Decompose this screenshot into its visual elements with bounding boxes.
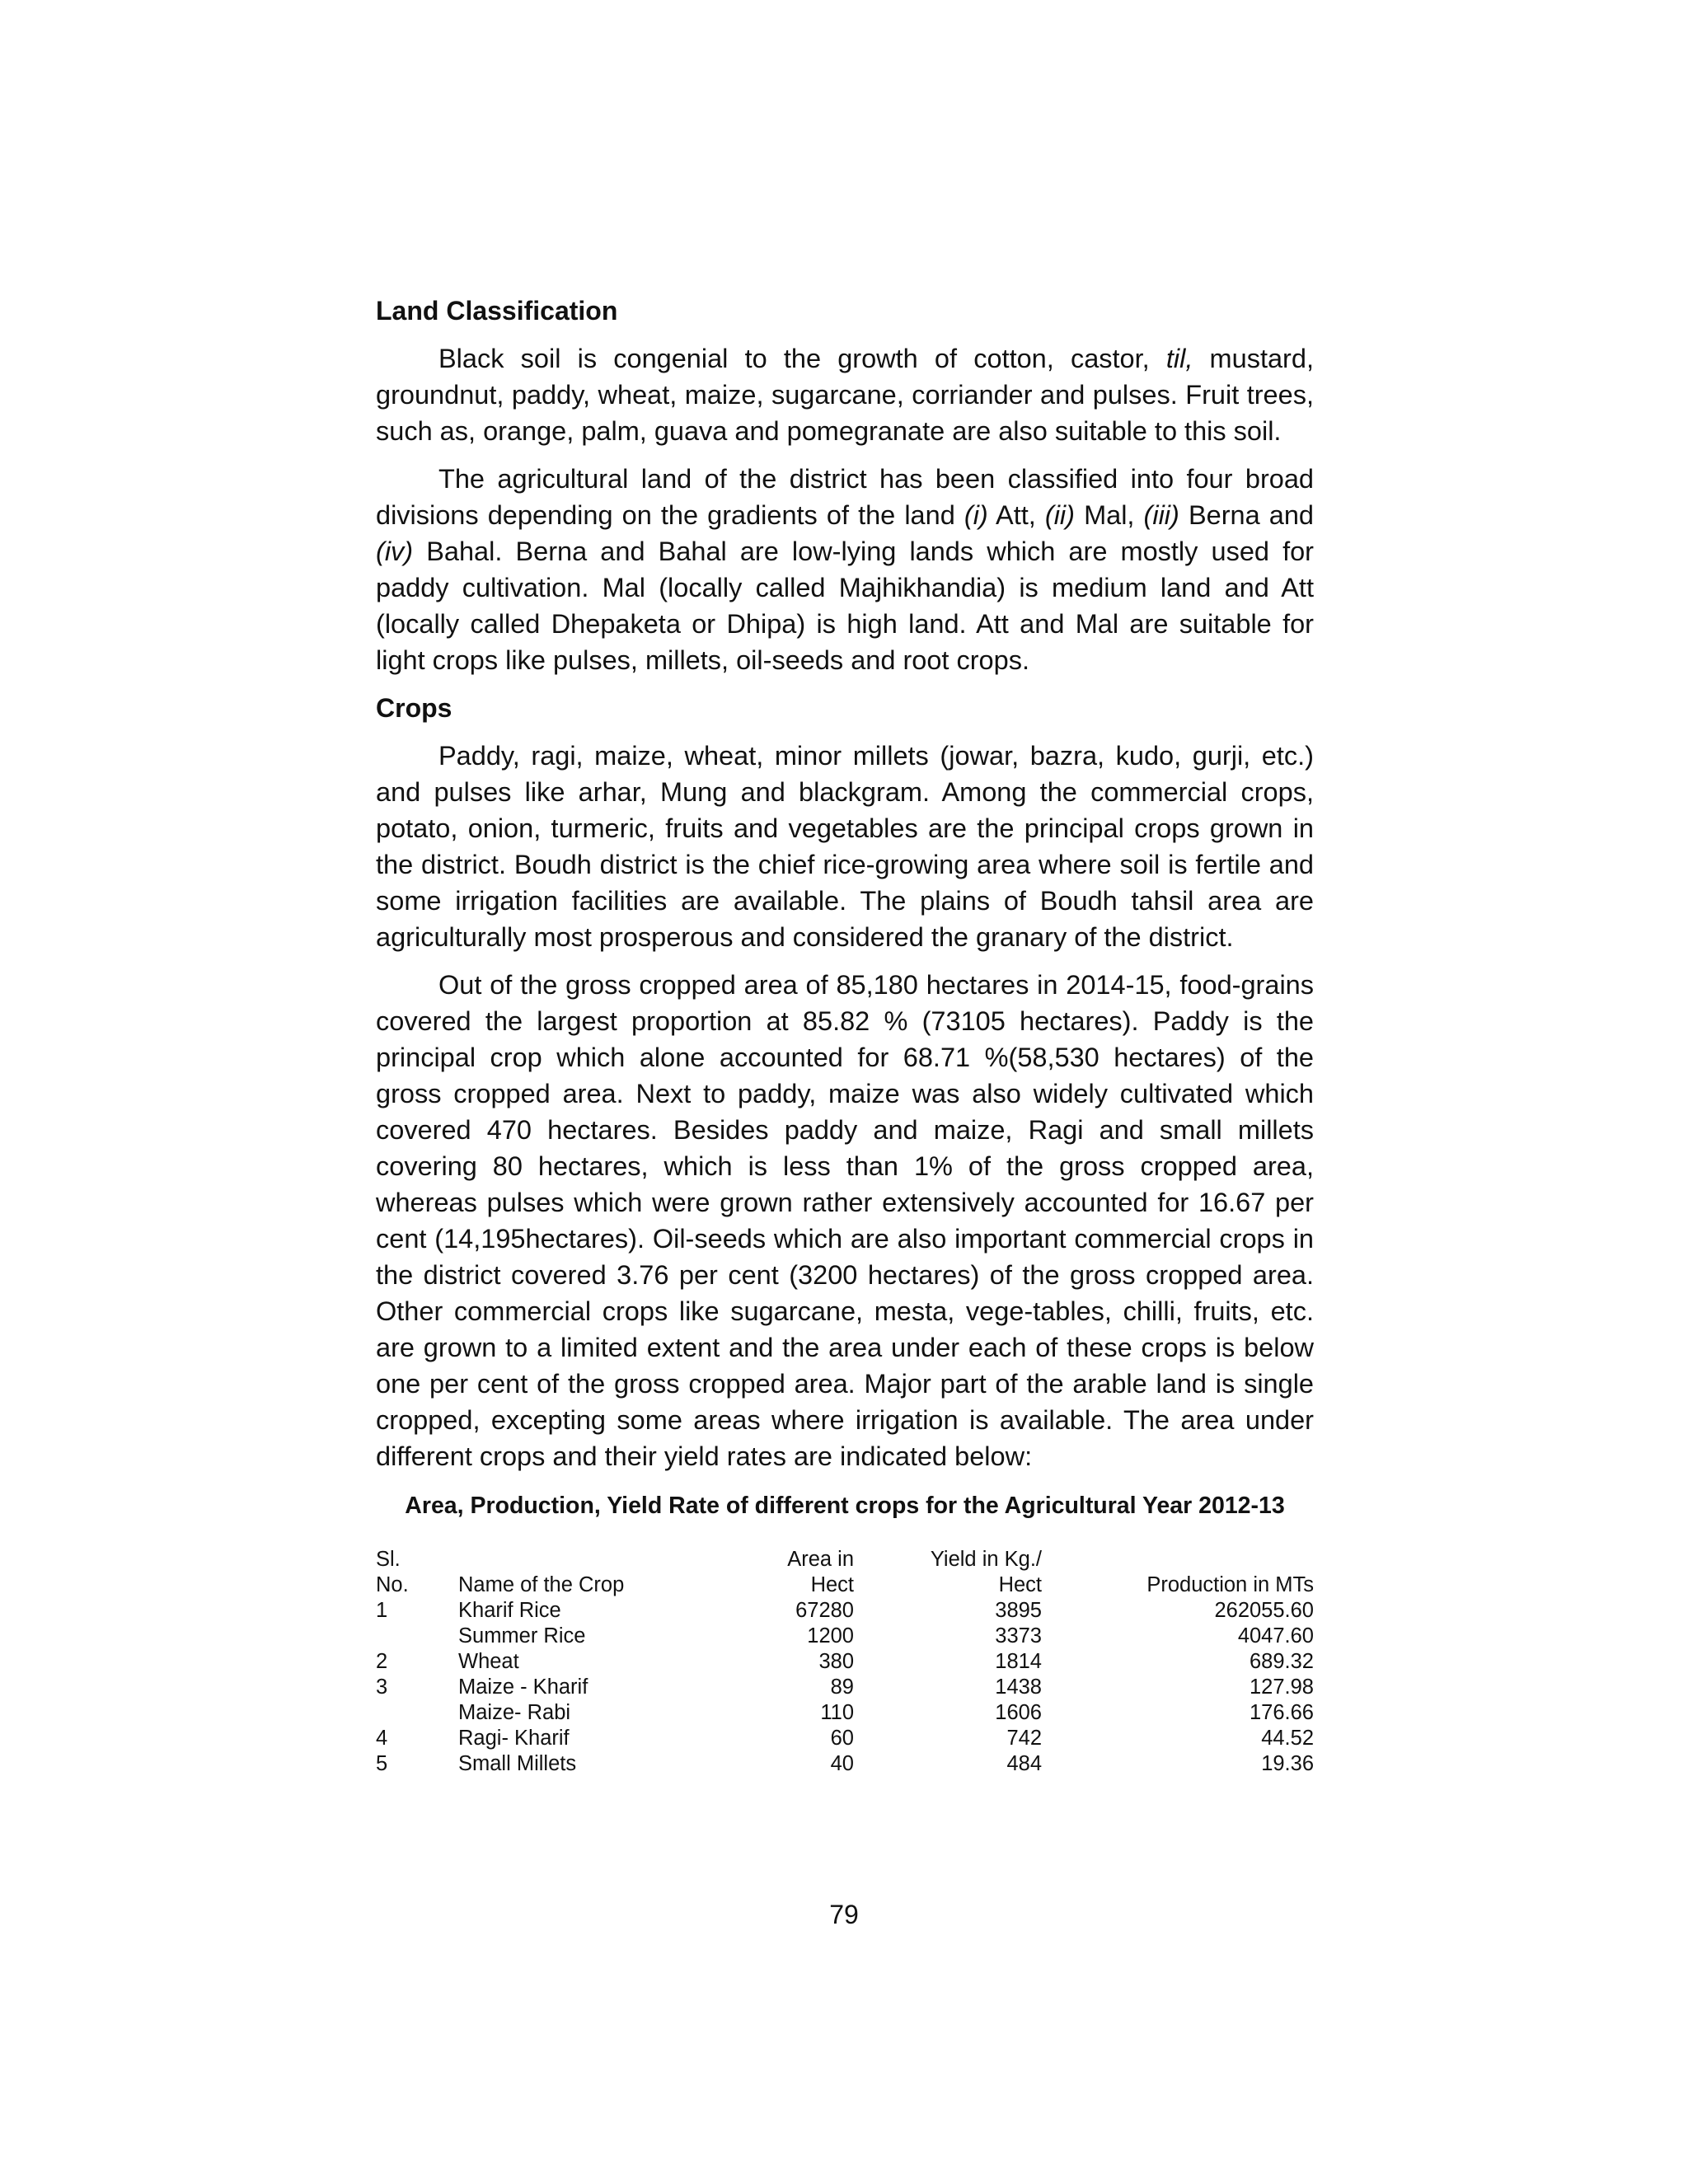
text-run: mustard, groundnut, paddy, wheat, maize, sugarcane, corriander and pulses. Fruit trees, such as, orange, palm, guava and pomegranate are also suitable to this soil. <box>376 344 1314 446</box>
header-yield: Yield in Kg./ <box>930 1548 1042 1571</box>
italic-text: (i) <box>964 500 988 530</box>
cell-production: 262055.60 <box>1214 1599 1314 1622</box>
cell-crop-name: Small Millets <box>458 1752 577 1775</box>
header-sl: Sl. <box>376 1548 401 1571</box>
crop-yield-table <box>376 1547 1314 1777</box>
paragraph-land-divisions <box>376 461 1314 678</box>
section-heading-crops: Crops <box>376 693 452 723</box>
cell-crop-name: Maize- Rabi <box>458 1701 571 1724</box>
cell-production: 44.52 <box>1261 1727 1314 1750</box>
table-row <box>376 1624 1314 1649</box>
text-run: Black soil is congenial to the growth of cotton, castor, <box>438 344 1166 373</box>
paragraph-gross-cropped-area: Out of the gross cropped area of 85,180 hectares in 2014-15, food-grains covered the largest proportion at 85.82 % (73105 hectares). Paddy is the principal crop which alone accounted for 68.71 %(58,530 hectares) of the gross cropped area. Next to paddy, maize was also widely cultivated which covered 470 hectares. Besides paddy and maize, Ragi and small millets covering 80 hectares, which is less than 1% of the gross cropped area, whereas pulses which were grown rather extensively accounted for 16.67 per cent (14,195hectares). Oil-seeds which are also important commercial crops in the district covered 3.76 per cent (3200 hectares) of the gross cropped area. Other commercial crops like sugarcane, mesta, vege-tables, chilli, fruits, etc. are grown to a limited extent and the area under each of these crops is below one per cent of the gross cropped area. Major part of the arable land is single cropped, excepting some areas where irrigation is available. The area under different crops and their yield rates are indicated below: <box>376 970 1314 1471</box>
cell-crop-name: Kharif Rice <box>458 1599 561 1622</box>
text-run: Mal, <box>1074 500 1144 530</box>
table-header-row <box>376 1572 1314 1598</box>
cell-yield: 3373 <box>995 1624 1042 1647</box>
table-row <box>376 1726 1314 1751</box>
header-empty <box>458 1547 730 1572</box>
header-area-unit: Hect <box>810 1573 854 1596</box>
header-production: Production in MTs <box>1146 1573 1314 1596</box>
section-heading-land-classification: Land Classification <box>376 296 618 326</box>
table-title: Area, Production, Yield Rate of different crops for the Agricultural Year 2012-13 <box>405 1493 1285 1519</box>
text-run: Att, <box>987 500 1045 530</box>
cell-crop-name: Wheat <box>458 1650 519 1673</box>
header-area: Area in <box>787 1548 854 1571</box>
cell-production: 176.66 <box>1250 1701 1314 1724</box>
text-run: Berna and <box>1179 500 1314 530</box>
table-row <box>376 1675 1314 1700</box>
cell-yield: 1438 <box>995 1675 1042 1699</box>
paragraph-crops-overview: Paddy, ragi, maize, wheat, minor millets (jowar, bazra, kudo, gurji, etc.) and pulses like arhar, Mung and blackgram. Among the commercial crops, potato, onion, turmeric, fruits and vegetables are the principal crops grown in the district. Boudh district is the chief rice-growing area where soil is fertile and some irrigation facilities are available. The plains of Boudh tahsil area are agriculturally most prosperous and considered the granary of the district. <box>376 741 1314 952</box>
cell-yield: 484 <box>1006 1752 1042 1775</box>
cell-production: 127.98 <box>1250 1675 1314 1699</box>
cell-yield: 1814 <box>995 1650 1042 1673</box>
table-row <box>376 1598 1314 1624</box>
cell-area: 1200 <box>807 1624 854 1647</box>
cell-production: 689.32 <box>1250 1650 1314 1673</box>
cell-yield: 742 <box>1006 1727 1042 1750</box>
cell-sl: 3 <box>376 1675 388 1699</box>
document-page <box>376 293 1314 1777</box>
cell-sl <box>376 1700 458 1726</box>
cell-production: 19.36 <box>1261 1752 1314 1775</box>
cell-area: 40 <box>830 1752 854 1775</box>
text-run: The agricultural land of the district has been classified into four broad divisions depending on the gradients of the land <box>376 464 1314 530</box>
header-yield-unit: Hect <box>998 1573 1042 1596</box>
header-empty <box>1042 1547 1314 1572</box>
cell-sl: 1 <box>376 1599 388 1622</box>
table-row <box>376 1700 1314 1726</box>
cell-sl <box>376 1624 458 1649</box>
italic-text: (iii) <box>1143 500 1179 530</box>
cell-yield: 1606 <box>995 1701 1042 1724</box>
header-no: No. <box>376 1573 409 1596</box>
cell-production: 4047.60 <box>1237 1624 1314 1647</box>
table-row <box>376 1751 1314 1777</box>
cell-area: 89 <box>830 1675 854 1699</box>
cell-area: 380 <box>818 1650 854 1673</box>
italic-text: (ii) <box>1044 500 1075 530</box>
header-crop-name: Name of the Crop <box>458 1573 625 1596</box>
cell-crop-name: Ragi- Kharif <box>458 1727 570 1750</box>
cell-sl: 4 <box>376 1727 388 1750</box>
cell-sl: 2 <box>376 1650 388 1673</box>
paragraph-black-soil <box>376 340 1314 449</box>
italic-text: (iv) <box>376 537 414 566</box>
page-number: 79 <box>829 1900 859 1929</box>
cell-crop-name: Maize - Kharif <box>458 1675 588 1699</box>
italic-text: til, <box>1165 344 1193 373</box>
cell-crop-name: Summer Rice <box>458 1624 586 1647</box>
cell-sl: 5 <box>376 1752 388 1775</box>
cell-area: 110 <box>820 1701 854 1724</box>
cell-area: 60 <box>830 1727 854 1750</box>
cell-yield: 3895 <box>995 1599 1042 1622</box>
table-header-row <box>376 1547 1314 1572</box>
text-run: Bahal. Berna and Bahal are low-lying lands which are mostly used for paddy cultivation. Mal (locally called Majhikhandia) is medium land and Att (locally called Dhepaketa or Dhipa) is high land. Att and Mal are suitable for light crops like pulses, millets, oil-seeds and root crops. <box>376 537 1314 675</box>
table-row <box>376 1649 1314 1675</box>
cell-area: 67280 <box>795 1599 854 1622</box>
